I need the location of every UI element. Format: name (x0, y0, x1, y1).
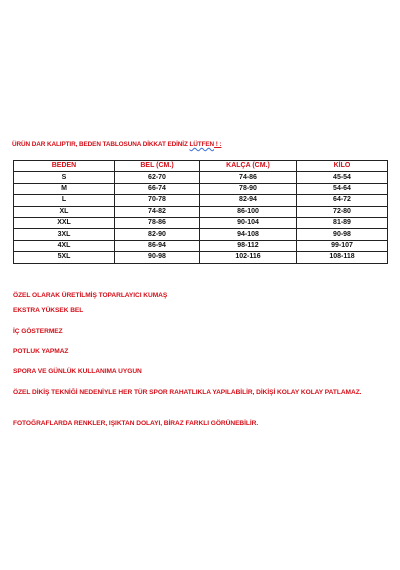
cell-kalca: 82-94 (200, 195, 297, 206)
feature-line: FOTOĞRAFLARDA RENKLER, IŞIKTAN DOLAYI, BİRAZ FARKLI GÖRÜNEBİLİR. (13, 420, 259, 427)
cell-bel: 82-90 (115, 229, 200, 240)
cell-kilo: 64-72 (297, 195, 388, 206)
cell-bel: 70-78 (115, 195, 200, 206)
cell-beden: 3XL (14, 229, 115, 240)
cell-kalca: 74-86 (200, 172, 297, 183)
table-row (14, 195, 388, 206)
cell-beden: S (14, 172, 115, 183)
cell-beden: 5XL (14, 252, 115, 263)
feature-line: ÖZEL DİKİŞ TEKNİĞİ NEDENİYLE HER TÜR SPOR RAHATLIKLA YAPILABİLİR, DİKİŞİ KOLAY KOLAY PATLAMAZ. (13, 389, 362, 396)
cell-kilo: 99-107 (297, 240, 388, 251)
cell-bel: 86-94 (115, 240, 200, 251)
feature-line: POTLUK YAPMAZ (13, 348, 69, 355)
table-row (14, 183, 388, 194)
cell-kalca: 98-112 (200, 240, 297, 251)
cell-kilo: 45-54 (297, 172, 388, 183)
header-kilo: KİLO (297, 161, 388, 172)
table-row (14, 217, 388, 228)
cell-beden: L (14, 195, 115, 206)
cell-kilo: 81-89 (297, 217, 388, 228)
size-warning-heading (12, 141, 392, 148)
size-table-header-row (14, 161, 388, 172)
cell-bel: 62-70 (115, 172, 200, 183)
heading-suffix: ! : (214, 141, 222, 148)
cell-beden: 4XL (14, 240, 115, 251)
size-table (13, 160, 388, 264)
header-beden: BEDEN (14, 161, 115, 172)
feature-line: SPORA VE GÜNLÜK KULLANIMA UYGUN (13, 368, 142, 375)
cell-kalca: 94-108 (200, 229, 297, 240)
cell-kalca: 102-116 (200, 252, 297, 263)
table-row (14, 252, 388, 263)
cell-kalca: 86-100 (200, 206, 297, 217)
cell-bel: 66-74 (115, 183, 200, 194)
table-row (14, 206, 388, 217)
cell-bel: 74-82 (115, 206, 200, 217)
cell-beden: XXL (14, 217, 115, 228)
feature-line: İÇ GÖSTERMEZ (13, 328, 63, 335)
cell-kilo: 54-64 (297, 183, 388, 194)
table-row (14, 172, 388, 183)
cell-kalca: 90-104 (200, 217, 297, 228)
cell-bel: 90-98 (115, 252, 200, 263)
cell-bel: 78-86 (115, 217, 200, 228)
header-kalca: KALÇA (CM.) (200, 161, 297, 172)
feature-line: ÖZEL OLARAK ÜRETİLMİŞ TOPARLAYICI KUMAŞ (13, 292, 168, 299)
heading-highlight: LÜTFEN (189, 141, 215, 148)
cell-beden: XL (14, 206, 115, 217)
cell-kilo: 90-98 (297, 229, 388, 240)
cell-kalca: 78-90 (200, 183, 297, 194)
header-bel: BEL (CM.) (115, 161, 200, 172)
table-row (14, 229, 388, 240)
table-row (14, 240, 388, 251)
cell-kilo: 108-118 (297, 252, 388, 263)
cell-kilo: 72-80 (297, 206, 388, 217)
cell-beden: M (14, 183, 115, 194)
feature-line: EKSTRA YÜKSEK BEL (13, 307, 84, 314)
heading-prefix: ÜRÜN DAR KALIPTIR, BEDEN TABLOSUNA DİKKAT EDİNİZ (12, 141, 190, 148)
